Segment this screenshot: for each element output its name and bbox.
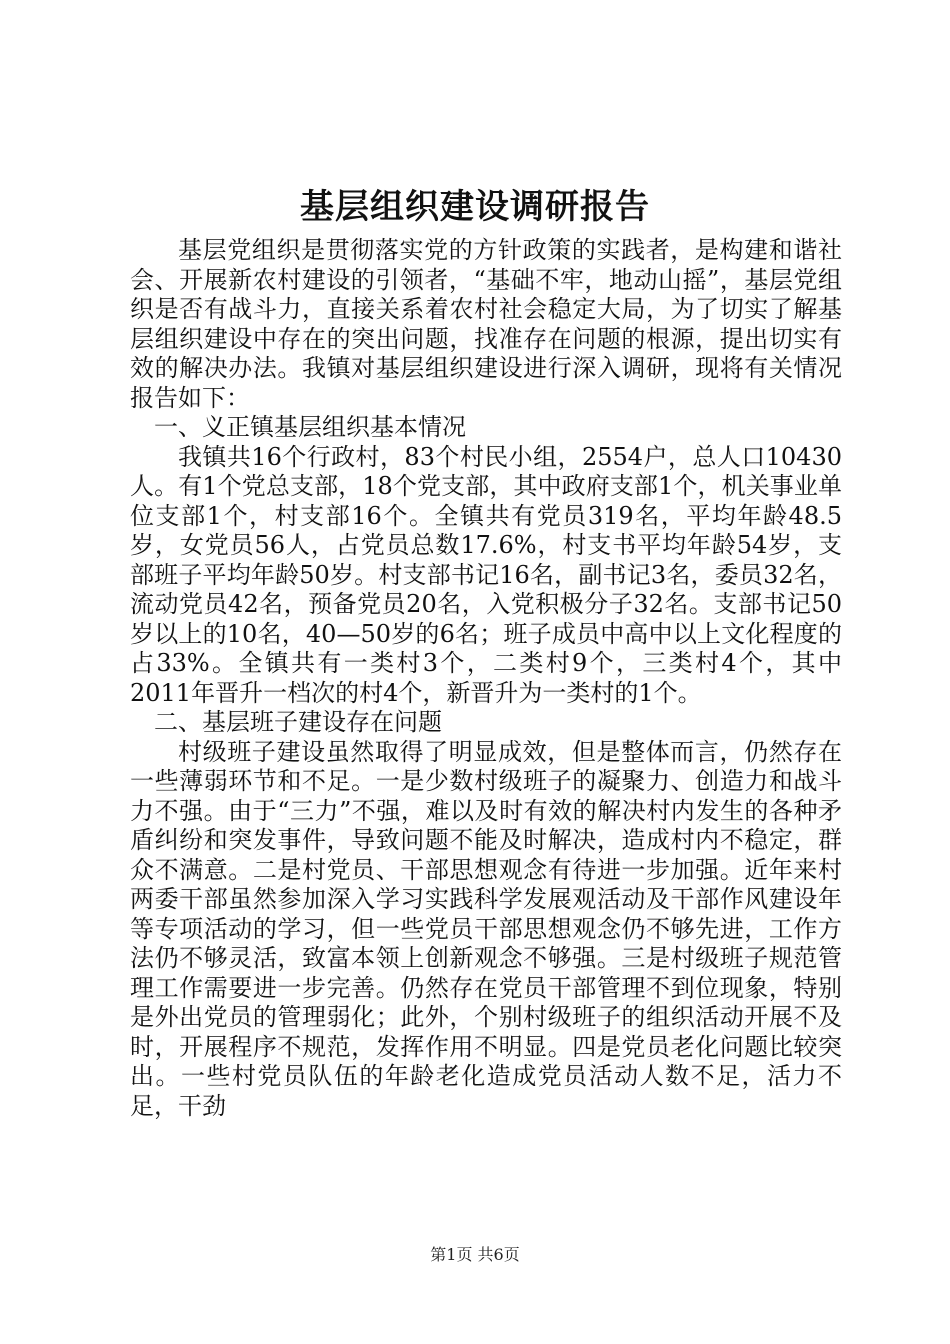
section-1-paragraph: 我镇共16个行政村，83个村民小组，2554户，总人口10430人。有1个党总支部，18个党支部，其中政府支部1个，机关事业单位支部1个，村支部16个。全镇共有党员319名，平均年龄48.5岁，女党员56人，占党员总数17.6%，村支书平均年龄54岁，支部班子平均年龄50岁。村支部书记16名，副书记3名，委员32名，流动党员42名，预备党员20名，入党积极分子32名。支部书记50岁以上的10名，40—50岁的6名；班子成员中高中以上文化程度的占33%。全镇共有一类村3个，二类村9个，三类村4个，其中2011年晋升一档次的村4个，新晋升为一类村的1个。 xyxy=(130,442,842,707)
page-footer: 第1页 共6页 xyxy=(430,1245,520,1264)
document-title: 基层组织建设调研报告 xyxy=(300,187,650,227)
document-body xyxy=(130,236,842,1121)
intro-paragraph: 基层党组织是贯彻落实党的方针政策的实践者，是构建和谐社会、开展新农村建设的引领者，“基础不牢，地动山摇”，基层党组织是否有战斗力，直接关系着农村社会稳定大局，为了切实了解基层组织建设中存在的突出问题，找准存在问题的根源，提出切实有效的解决办法。我镇对基层组织建设进行深入调研，现将有关情况报告如下： xyxy=(130,236,842,412)
section-heading-2: 二、基层班子建设存在问题 xyxy=(154,708,442,736)
section-2-paragraph: 村级班子建设虽然取得了明显成效，但是整体而言，仍然存在一些薄弱环节和不足。一是少数村级班子的凝聚力、创造力和战斗力不强。由于“三力”不强，难以及时有效的解决村内发生的各种矛盾纠纷和突发事件，导致问题不能及时解决，造成村内不稳定，群众不满意。二是村党员、干部思想观念有待进一步加强。近年来村两委干部虽然参加深入学习实践科学发展观活动及干部作风建设年等专项活动的学习，但一些党员干部思想观念仍不够先进，工作方法仍不够灵活，致富本领上创新观念不够强。三是村级班子规范管理工作需要进一步完善。仍然存在党员干部管理不到位现象，特别是外出党员的管理弱化；此外，个别村级班子的组织活动开展不及时，开展程序不规范，发挥作用不明显。四是党员老化问题比较突出。一些村党员队伍的年龄老化造成党员活动人数不足，活力不足，干劲 xyxy=(130,737,842,1120)
section-heading-1: 一、义正镇基层组织基本情况 xyxy=(154,413,466,441)
